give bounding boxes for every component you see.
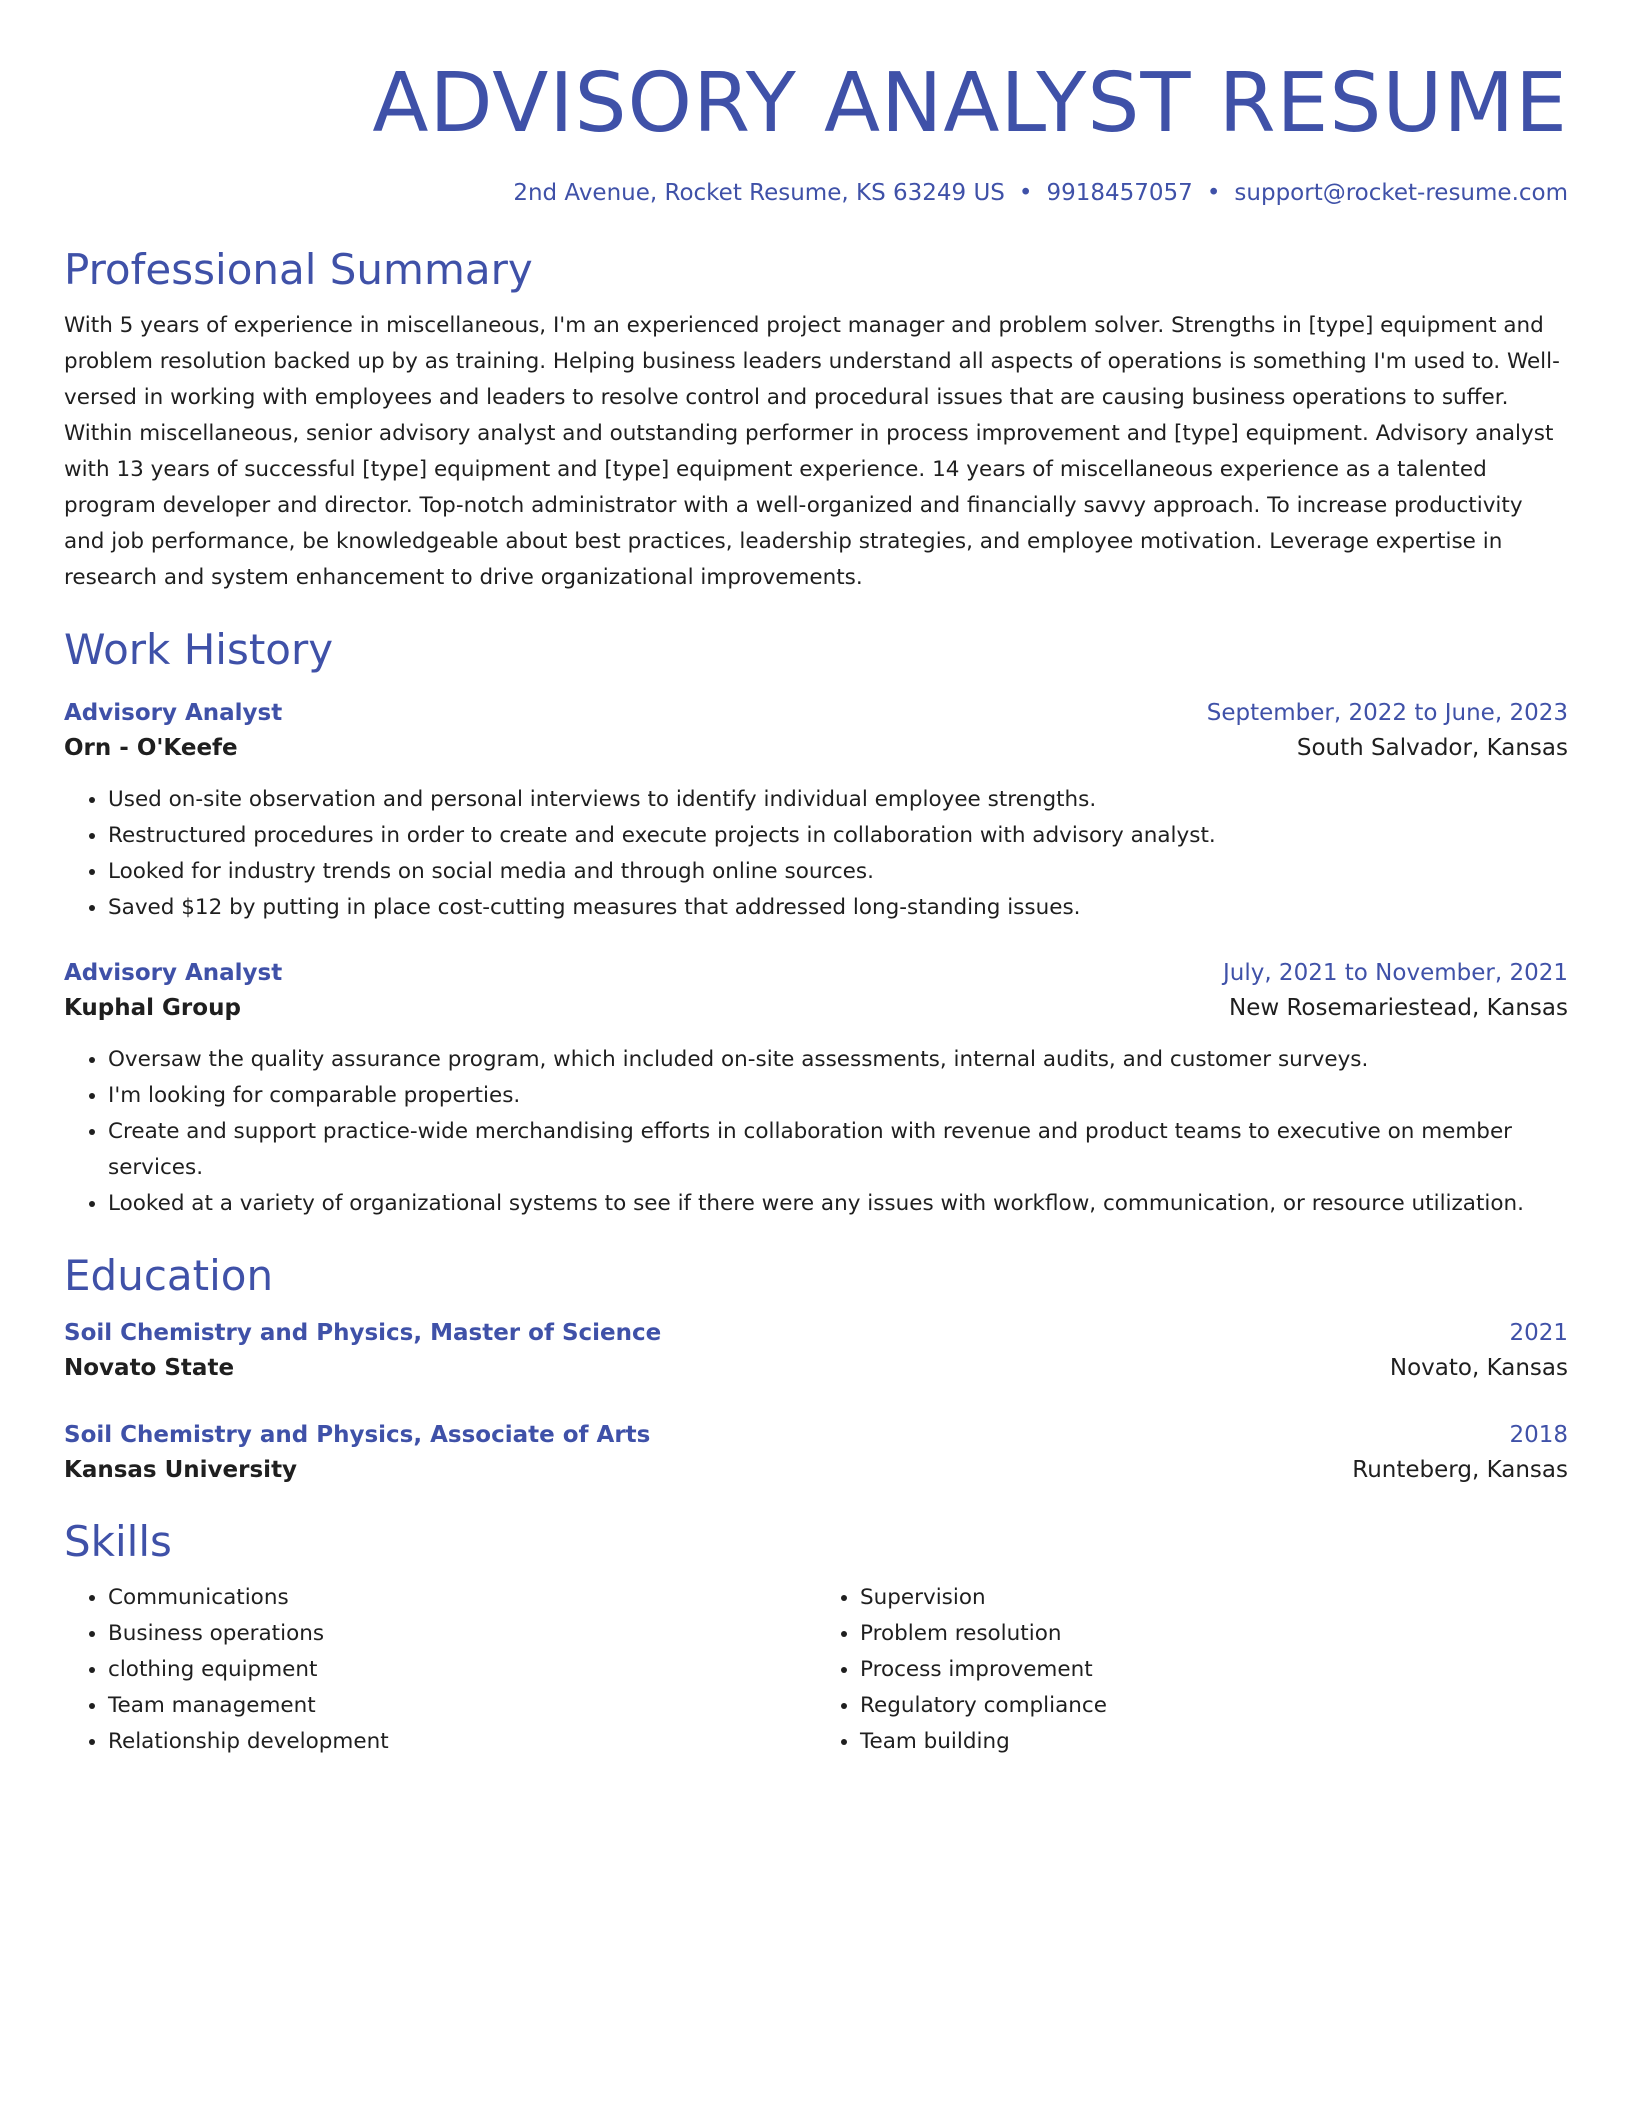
job-company: Kuphal Group xyxy=(64,995,241,1021)
job-bullet: • Used on-site observation and personal interviews to identify individual employee strengths. xyxy=(108,782,1568,818)
contact-address: 2nd Avenue, Rocket Resume, KS 63249 US xyxy=(513,180,1005,206)
education-school: Novato State xyxy=(64,1355,235,1381)
skill-item: • clothing equipment xyxy=(108,1652,816,1688)
job-bullet: • Looked for industry trends on social media and through online sources. xyxy=(108,854,1568,890)
job-bullets xyxy=(64,782,1568,926)
contact-separator: • xyxy=(1206,180,1221,206)
job-header-row xyxy=(64,696,1568,730)
job-header-row xyxy=(64,956,1568,990)
job-bullet: • Create and support practice-wide merchandising efforts in collaboration with revenue and product teams to executive on member services. xyxy=(108,1114,1568,1186)
contact-phone: 9918457057 xyxy=(1046,180,1193,206)
job-role: Advisory Analyst xyxy=(64,960,283,986)
professional-summary-section xyxy=(64,244,1568,596)
section-title-skills: Skills xyxy=(64,1517,172,1566)
resume-header xyxy=(64,56,1568,208)
skill-item: • Relationship development xyxy=(108,1724,816,1760)
job-company-row xyxy=(64,730,1568,766)
job-location: New Rosemariestead, Kansas xyxy=(1228,995,1568,1021)
work-history-section xyxy=(64,624,1568,1222)
education-year: 2018 xyxy=(1509,1422,1568,1448)
section-title-education: Education xyxy=(64,1251,274,1300)
job-company: Orn - O'Keefe xyxy=(64,735,238,761)
skill-item: • Process improvement xyxy=(860,1652,1568,1688)
education-degree: Soil Chemistry and Physics, Associate of Arts xyxy=(64,1422,651,1448)
contact-separator: • xyxy=(1018,180,1033,206)
education-header-row xyxy=(64,1418,1568,1452)
education-school: Kansas University xyxy=(64,1457,298,1483)
skill-item: • Team building xyxy=(860,1724,1568,1760)
education-location: Novato, Kansas xyxy=(1389,1355,1568,1381)
job-entry xyxy=(64,696,1568,926)
job-location: South Salvador, Kansas xyxy=(1296,735,1568,761)
job-dates: July, 2021 to November, 2021 xyxy=(1222,960,1568,986)
job-bullets xyxy=(64,1042,1568,1222)
job-dates: September, 2022 to June, 2023 xyxy=(1206,700,1568,726)
skills-columns xyxy=(64,1580,1568,1760)
education-entry xyxy=(64,1418,1568,1488)
education-section xyxy=(64,1250,1568,1488)
education-school-row xyxy=(64,1452,1568,1488)
education-year: 2021 xyxy=(1509,1320,1568,1346)
education-entry xyxy=(64,1316,1568,1386)
job-bullet: • I'm looking for comparable properties. xyxy=(108,1078,1568,1114)
job-bullet: • Saved $12 by putting in place cost-cutting measures that addressed long-standing issues. xyxy=(108,890,1568,926)
skills-section xyxy=(64,1516,1568,1760)
job-bullet: • Restructured procedures in order to create and execute projects in collaboration with advisory analyst. xyxy=(108,818,1568,854)
skill-item: • Communications xyxy=(108,1580,816,1616)
summary-text: With 5 years of experience in miscellaneous, I'm an experienced project manager and problem solver. Strengths in [type] equipment and problem resolution backed up by as training. Helping business leaders understand all aspects of operations is something I'm used to. Well-versed in working with employees and leaders to resolve control and procedural issues that are causing business operations to suffer. Within miscellaneous, senior advisory analyst and outstanding performer in process improvement and [type] equipment. Advisory analyst with 13 years of successful [type] equipment and [type] equipment experience. 14 years of miscellaneous experience as a talented program developer and director. Top-notch administrator with a well-organized and financially savvy approach. To increase productivity and job performance, be knowledgeable about best practices, leadership strategies, and employee motivation. Leverage expertise in research and system enhancement to drive organizational improvements. xyxy=(64,313,1560,590)
section-title-summary: Professional Summary xyxy=(64,245,533,294)
contact-email[interactable]: support@rocket-resume.com xyxy=(1234,180,1568,206)
education-header-row xyxy=(64,1316,1568,1350)
education-degree: Soil Chemistry and Physics, Master of Science xyxy=(64,1320,662,1346)
skill-item: • Problem resolution xyxy=(860,1616,1568,1652)
skills-list-left xyxy=(64,1580,816,1760)
job-role: Advisory Analyst xyxy=(64,700,283,726)
job-bullet: • Oversaw the quality assurance program, which included on-site assessments, internal audits, and customer surveys. xyxy=(108,1042,1568,1078)
contact-line xyxy=(64,178,1568,208)
job-bullet: • Looked at a variety of organizational systems to see if there were any issues with workflow, communication, or resource utilization. xyxy=(108,1186,1568,1222)
section-title-work: Work History xyxy=(64,625,334,674)
education-school-row xyxy=(64,1350,1568,1386)
job-entry xyxy=(64,956,1568,1222)
skill-item: • Business operations xyxy=(108,1616,816,1652)
skill-item: • Team management xyxy=(108,1688,816,1724)
skills-list-right xyxy=(816,1580,1568,1760)
education-location: Runteberg, Kansas xyxy=(1352,1457,1568,1483)
resume-title: ADVISORY ANALYST RESUME xyxy=(372,56,1568,151)
job-company-row xyxy=(64,990,1568,1026)
skill-item: • Supervision xyxy=(860,1580,1568,1616)
skill-item: • Regulatory compliance xyxy=(860,1688,1568,1724)
